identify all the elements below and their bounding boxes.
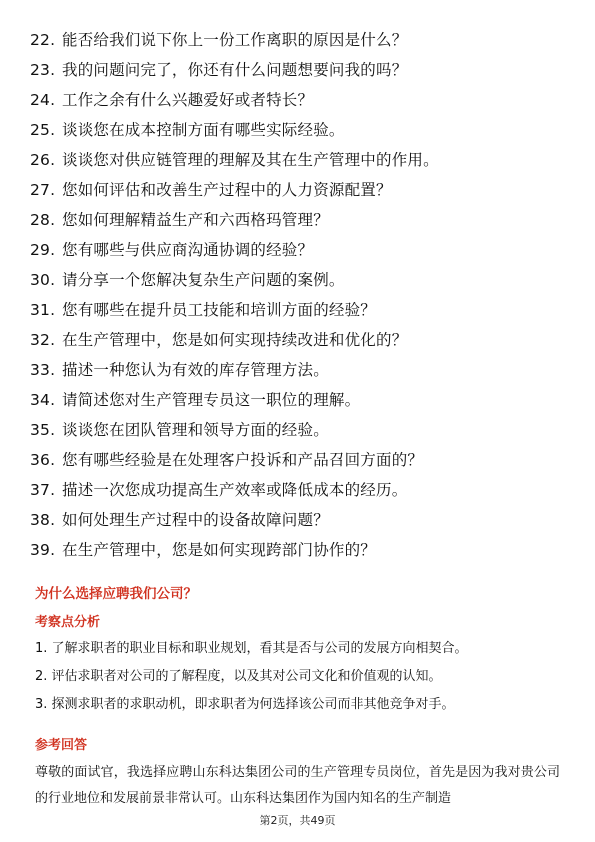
question-item <box>30 445 575 475</box>
question-item <box>30 325 575 355</box>
question-number: 32. <box>30 331 56 349</box>
question-number: 23. <box>30 61 56 79</box>
question-number: 35. <box>30 421 56 439</box>
question-text: 在生产管理中，您是如何实现持续改进和优化的？ <box>62 331 408 349</box>
question-number: 22. <box>30 31 56 49</box>
question-text: 谈谈您在成本控制方面有哪些实际经验。 <box>62 121 345 139</box>
question-item <box>30 415 575 445</box>
analysis-point: 3. 探测求职者的求职动机，即求职者为何选择该公司而非其他竞争对手。 <box>35 697 455 712</box>
question-text: 您有哪些经验是在处理客户投诉和产品召回方面的？ <box>62 451 424 469</box>
question-item <box>30 295 575 325</box>
question-item <box>30 25 575 55</box>
analysis-point: 1. 了解求职者的职业目标和职业规划，看其是否与公司的发展方向相契合。 <box>35 641 468 656</box>
question-text: 谈谈您对供应链管理的理解及其在生产管理中的作用。 <box>62 151 439 169</box>
question-text: 在生产管理中，您是如何实现跨部门协作的？ <box>62 541 377 559</box>
question-text: 工作之余有什么兴趣爱好或者特长？ <box>62 91 314 109</box>
question-text: 描述一次您成功提高生产效率或降低成本的经历。 <box>62 481 408 499</box>
question-number: 26. <box>30 151 56 169</box>
question-text: 请简述您对生产管理专员这一职位的理解。 <box>62 391 361 409</box>
question-item <box>30 55 575 85</box>
question-item <box>30 115 575 145</box>
question-number: 36. <box>30 451 56 469</box>
question-item <box>30 235 575 265</box>
section-title: 为什么选择应聘我们公司？ <box>35 586 197 602</box>
question-list <box>30 25 575 565</box>
question-number: 29. <box>30 241 56 259</box>
question-text: 请分享一个您解决复杂生产问题的案例。 <box>62 271 345 289</box>
question-item <box>30 145 575 175</box>
question-text: 您如何理解精益生产和六西格玛管理？ <box>62 211 329 229</box>
question-number: 38. <box>30 511 56 529</box>
question-number: 37. <box>30 481 56 499</box>
question-text: 您有哪些在提升员工技能和培训方面的经验？ <box>62 301 377 319</box>
question-text: 我的问题问完了，你还有什么问题想要问我的吗？ <box>62 61 408 79</box>
question-item <box>30 85 575 115</box>
analysis-points <box>35 638 575 722</box>
question-text: 您如何评估和改善生产过程中的人力资源配置？ <box>62 181 392 199</box>
question-text: 描述一种您认为有效的库存管理方法。 <box>62 361 329 379</box>
question-number: 24. <box>30 91 56 109</box>
question-item <box>30 385 575 415</box>
question-number: 33. <box>30 361 56 379</box>
question-number: 30. <box>30 271 56 289</box>
question-number: 28. <box>30 211 56 229</box>
question-number: 31. <box>30 301 56 319</box>
question-number: 34. <box>30 391 56 409</box>
question-text: 如何处理生产过程中的设备故障问题？ <box>62 511 329 529</box>
question-text: 能否给我们说下你上一份工作离职的原因是什么？ <box>62 31 408 49</box>
question-item <box>30 205 575 235</box>
question-number: 39. <box>30 541 56 559</box>
question-item <box>30 535 575 565</box>
question-item <box>30 265 575 295</box>
question-number: 27. <box>30 181 56 199</box>
question-item <box>30 505 575 535</box>
answer-heading: 参考回答 <box>35 738 88 753</box>
question-item <box>30 475 575 505</box>
analysis-point: 2. 评估求职者对公司的了解程度，以及其对公司文化和价值观的认知。 <box>35 669 442 684</box>
question-item <box>30 175 575 205</box>
answer-paragraph: 尊敬的面试官，我选择应聘山东科达集团公司的生产管理专员岗位，首先是因为我对贵公司的行业地位和发展前景非常认可。山东科达集团作为国内知名的生产制造 <box>35 765 560 806</box>
question-text: 您有哪些与供应商沟通协调的经验？ <box>62 241 314 259</box>
question-text: 谈谈您在团队管理和领导方面的经验。 <box>62 421 329 439</box>
page-footer: 第2页，共49页 <box>259 814 336 827</box>
question-item <box>30 355 575 385</box>
question-number: 25. <box>30 121 56 139</box>
analysis-heading: 考察点分析 <box>35 615 101 630</box>
